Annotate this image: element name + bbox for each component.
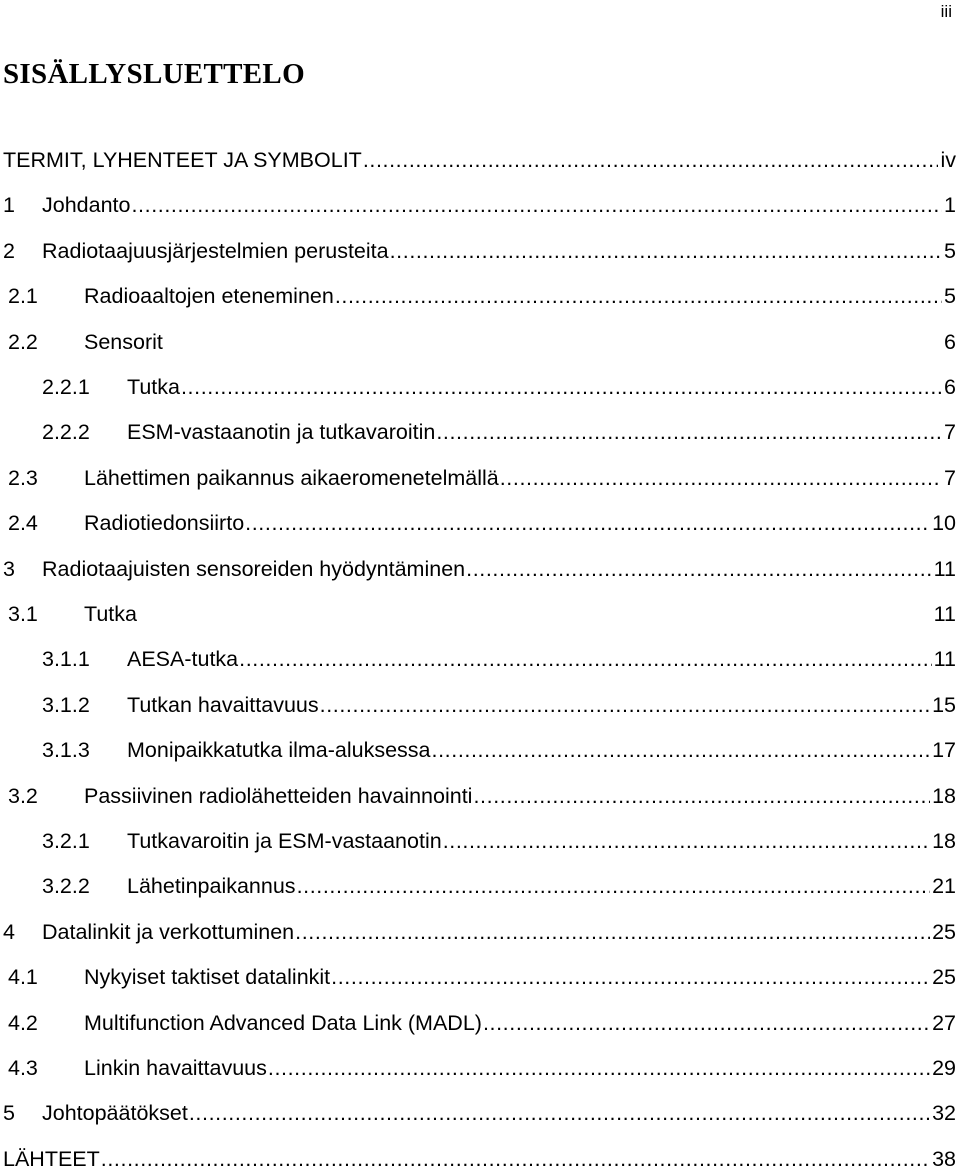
toc-entry-number: 5 (3, 1101, 15, 1126)
toc-entry-label: Monipaikkatutka ilma-aluksessa (127, 738, 431, 763)
toc-entry-number: 4 (3, 919, 15, 944)
toc-dot-leader (472, 781, 930, 811)
toc-dot-leader (334, 281, 942, 311)
toc-entry-label: Johdanto (42, 193, 131, 218)
toc-entry-datalinkit-ja-verkottuminen[interactable] (0, 917, 956, 947)
toc-entry-page: 5 (944, 284, 956, 309)
toc-dot-leader (100, 1144, 930, 1174)
toc-entry-page: 15 (932, 692, 956, 717)
toc-entry-label: Lähetinpaikannus (127, 874, 296, 899)
toc-entry-passiivinen-radiolahetteiden-havainnointi[interactable] (0, 781, 956, 811)
toc-entry-page: 27 (932, 1010, 956, 1035)
toc-entry-page: 29 (932, 1056, 956, 1080)
toc-entry-number: 2.2.1 (42, 375, 90, 399)
toc-dot-leader (294, 917, 930, 947)
toc-entry-number: 4.3 (8, 1056, 38, 1080)
toc-title: SISÄLLYSLUETTELO (3, 58, 305, 90)
toc-entry-label: Sensorit (84, 329, 163, 354)
toc-dot-leader (130, 190, 942, 220)
toc-entry-page: 10 (932, 511, 956, 536)
toc-entry-number: 2.2 (8, 329, 38, 354)
toc-entry-number: 4.1 (8, 965, 38, 990)
toc-dot-leader (435, 417, 942, 447)
toc-dot-leader (319, 690, 930, 720)
toc-entry-number: 2.2.2 (42, 420, 90, 445)
toc-entry-page: 6 (944, 329, 956, 354)
toc-entry-number: 3.2.2 (42, 874, 90, 899)
toc-entry-page: 6 (944, 375, 956, 399)
toc-dot-leader (267, 1053, 930, 1083)
toc-entry-label: Tutka (127, 375, 180, 399)
toc-entry-page: 7 (944, 420, 956, 445)
toc-entry-label: Tutkan havaittavuus (127, 692, 319, 717)
toc-entry-number: 3.1 (8, 602, 38, 626)
toc-entry-aesa-tutka[interactable] (0, 644, 956, 674)
toc-entry-label: Radiotiedonsiirto (84, 511, 245, 536)
toc-dot-leader (137, 599, 932, 629)
toc-entry-page: 32 (932, 1101, 956, 1126)
toc-entry-number: 2.1 (8, 284, 38, 309)
toc-entry-number: 2 (3, 238, 15, 263)
toc-entry-page: 11 (933, 647, 956, 672)
toc-entry-page: 21 (932, 874, 956, 899)
toc-entry-label: LÄHTEET (3, 1146, 100, 1171)
toc-entry-number: 3 (3, 556, 15, 581)
toc-entry-monipaikkatutka-ilma-aluksessa[interactable] (0, 735, 956, 765)
toc-dot-leader (442, 826, 930, 856)
toc-entry-label: ESM-vastaanotin ja tutkavaroitin (127, 420, 436, 445)
toc-dot-leader (180, 372, 942, 402)
toc-entry-page: 38 (932, 1146, 956, 1171)
toc-entry-tutkavaroitin-ja-esm-vastaanotin[interactable] (0, 826, 956, 856)
toc-entry-label: Radiotaajuisten sensoreiden hyödyntäminen (42, 556, 466, 581)
toc-entry-radioaaltojen-eteneminen[interactable] (0, 281, 956, 311)
page-number: iii (940, 2, 952, 21)
toc-entry-label: Lähettimen paikannus aikaeromenetelmällä (84, 465, 499, 490)
toc-entry-label: TERMIT, LYHENTEET JA SYMBOLIT (3, 148, 362, 172)
toc-entry-page: 18 (932, 829, 956, 853)
toc-entry-label: Radiotaajuusjärjestelmien perusteita (42, 238, 389, 263)
toc-entry-lahetinpaikannus[interactable] (0, 871, 956, 901)
toc-entry-label: Multifunction Advanced Data Link (MADL) (84, 1010, 482, 1035)
toc-dot-leader (362, 145, 939, 175)
toc-dot-leader (330, 962, 930, 992)
toc-entry-linkin-havaittavuus[interactable] (0, 1053, 956, 1083)
toc-entry-label: Radioaaltojen eteneminen (84, 284, 334, 309)
toc-entry-page: 18 (932, 783, 956, 808)
toc-entry-number: 3.2.1 (42, 829, 90, 853)
toc-dot-leader (389, 236, 942, 266)
toc-entry-page: 1 (944, 193, 956, 218)
toc-entry-label: Passiivinen radiolähetteiden havainnointi (84, 783, 473, 808)
toc-entry-tutka[interactable] (0, 599, 956, 629)
toc-dot-leader (499, 463, 942, 493)
toc-dot-leader (431, 735, 931, 765)
toc-entry-tutka[interactable] (0, 372, 956, 402)
toc-entry-termit-lyhenteet-ja-symbolit[interactable] (0, 145, 956, 175)
toc-entry-page: 25 (932, 919, 956, 944)
toc-entry-lahteet[interactable] (0, 1144, 956, 1174)
toc-entry-number: 2.3 (8, 465, 38, 490)
toc-entry-label: AESA-tutka (127, 647, 239, 672)
toc-entry-label: Datalinkit ja verkottuminen (42, 919, 295, 944)
toc-dot-leader (482, 1008, 930, 1038)
toc-entry-sensorit[interactable] (0, 327, 956, 357)
toc-entry-number: 3.1.2 (42, 692, 90, 717)
toc-entry-page: iv (940, 148, 956, 172)
toc-entry-lahettimen-paikannus-aikaeromenetelmalla[interactable] (0, 463, 956, 493)
toc-dot-leader (188, 1098, 930, 1128)
toc-entry-radiotaajuusjarjestelmien-perusteita[interactable] (0, 236, 956, 266)
toc-entry-nykyiset-taktiset-datalinkit[interactable] (0, 962, 956, 992)
toc-entry-label: Tutkavaroitin ja ESM-vastaanotin (127, 829, 442, 853)
toc-dot-leader (296, 871, 931, 901)
toc-entry-page: 25 (932, 965, 956, 990)
toc-entry-label: Johtopäätökset (42, 1101, 188, 1126)
toc-entry-number: 3.2 (8, 783, 38, 808)
toc-entry-johtopaatokset[interactable] (0, 1098, 956, 1128)
toc-entry-label: Nykyiset taktiset datalinkit (84, 965, 331, 990)
toc-dot-leader (163, 327, 942, 357)
toc-entry-tutkan-havaittavuus[interactable] (0, 690, 956, 720)
toc-entry-page: 11 (933, 602, 956, 626)
toc-entry-page: 5 (944, 238, 956, 263)
toc-entry-label: Linkin havaittavuus (84, 1056, 267, 1080)
toc-entry-multifunction-advanced-data-link-madl[interactable] (0, 1008, 956, 1038)
toc-entry-radiotiedonsiirto[interactable] (0, 508, 956, 538)
toc-entry-label: Tutka (84, 602, 137, 626)
toc-entry-number: 4.2 (8, 1010, 38, 1035)
toc-entry-number: 3.1.3 (42, 738, 90, 763)
toc-entry-page: 17 (932, 738, 956, 763)
toc-entry-number: 1 (3, 193, 15, 218)
toc-entry-esm-vastaanotin-ja-tutkavaroitin[interactable] (0, 417, 956, 447)
toc-entry-number: 2.4 (8, 511, 38, 536)
toc-entry-johdanto[interactable] (0, 190, 956, 220)
toc-dot-leader (244, 508, 930, 538)
toc-entry-page: 7 (944, 465, 956, 490)
toc-dot-leader (238, 644, 932, 674)
toc-entry-number: 3.1.1 (42, 647, 90, 672)
toc-entry-radiotaajuisten-sensoreiden-hyodyntaminen[interactable] (0, 554, 956, 584)
toc-entry-page: 11 (933, 556, 956, 581)
toc-dot-leader (465, 554, 932, 584)
